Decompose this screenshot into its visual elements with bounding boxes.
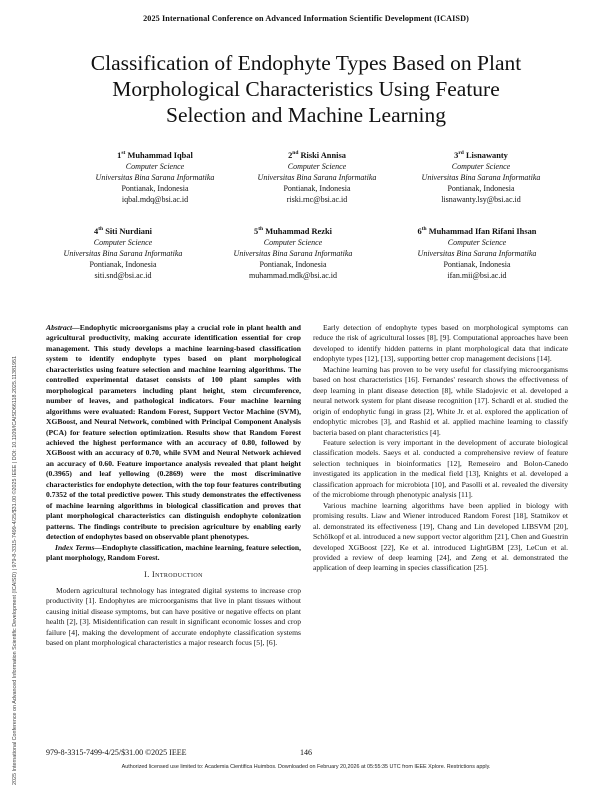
author-name: Muhammad Iqbal [127, 151, 193, 160]
author-city: Pontianak, Indonesia [121, 184, 189, 193]
footer-isbn: 979-8-3315-7499-4/25/$31.00 ©2025 IEEE [46, 748, 187, 757]
title-line: Morphological Characteristics Using Feature [112, 77, 500, 101]
author-dept: Computer Science [263, 238, 323, 247]
index-terms-lead: Index Terms— [55, 542, 103, 552]
right-column [313, 323, 568, 574]
side-doi-text: 2025 International Conference on Advanced Information Scientific Development (ICAISD) | 979-8-3315-7499-4/25/$31.00 ©2025 IEEE | DOI: 10.1109/ICAISD66118.2025.11381951 [12, 355, 18, 785]
author-block: 6th Muhammad Ifan Rifani Ihsan Computer Science Universitas Bina Sarana Informatika Pontianak, Indonesia ifan.mii@bsi.ac.id [382, 226, 572, 281]
author-univ: Universitas Bina Sarana Informatika [95, 173, 215, 182]
index-terms [46, 543, 301, 564]
author-name: Muhammad Ifan Rifani Ihsan [428, 227, 537, 236]
author-univ: Universitas Bina Sarana Informatika [421, 173, 541, 182]
author-dept: Computer Science [93, 238, 153, 247]
author-city: Pontianak, Indonesia [443, 260, 511, 269]
body-paragraph: Modern agricultural technology has integrated digital systems to increase crop productivity [1]. Endophytes are microorganisms that live in plant tissues without causing initial disease symptoms, but can have positive or negative effects on plant health [2], [3]. Misidentification can result in significant economic losses and crop failure [4], making the development of accurate endophyte classification systems based on plant morphological characteristics a major research focus [5], [6]. [46, 585, 301, 648]
author-block: 2nd Riski Annisa Computer Science Universitas Bina Sarana Informatika Pontianak, Indonesia riski.rnc@bsi.ac.id [232, 150, 402, 205]
title-line: Classification of Endophyte Types Based on Plant [90, 51, 522, 75]
author-name: Siti Nurdiani [105, 227, 152, 236]
author-univ: Universitas Bina Sarana Informatika [257, 173, 377, 182]
author-dept: Computer Science [451, 162, 511, 171]
author-email: siti.snd@bsi.ac.id [94, 271, 152, 280]
footer-authorized-use: Authorized licensed use limited to: Academia Cientifica Huimbos. Downloaded on February 20,2026 at 05:55:35 UTC from IEEE Xplore. Restrictions apply. [121, 764, 491, 770]
body-paragraph: Early detection of endophyte types based on morphological symptoms can reduce the risk of agricultural losses [8], [9]. Computational approaches have been developed to identify hidden patterns in plant morphological data that indicate endophyte types [12], [13], supporting better crop management decisions [14]. [313, 323, 568, 364]
author-email: muhammad.mdk@bsi.ac.id [248, 271, 338, 280]
body-paragraph: Feature selection is very important in the development of accurate biological classification models. Saeys et al. conducted a comprehensive review of feature selection techniques in bioinformatics [12], Remeseiro and Bolon-Canedo investigated its application in the medical field [13], Knights et al. developed a classification approach for microbiota [10], and Pasolli et al. revealed the diversity of the microbiome through phenotypic analysis [11]. [313, 437, 568, 500]
author-city: Pontianak, Indonesia [89, 260, 157, 269]
index-terms-text: Endophyte classification, machine learning, feature selection, plant morphology, Random Forest. [46, 542, 302, 562]
abstract-text: Endophytic microorganisms play a crucial role in plant health and agricultural productivity, making accurate identification essential for crop management. This study develops a machine learning-based classification system to identify endophyte types based on plant morphological characteristics using feature selection and machine learning algorithms. The controlled experimental dataset consists of 100 plant samples with morphological parameters including plant height, stem circumference, number of leaves, and pathological indicators. Four machine learning algorithms were evaluated: Random Forest, Support Vector Machine (SVM), XGBoost, and Neural Network, combined with Principal Component Analysis (PCA) for feature selection optimization. Results show that Random Forest achieved the highest performance with an accuracy of 0.80, followed by XGBoost with an accuracy of 0.70, while SVM and Neural Network achieved an accuracy of 0.60. Feature importance analysis revealed that plant height (0.3965) and leaf yellowing (0.2869) were the most discriminative characteristics for endophyte detection, with the top four features contributing 0.7352 of the total predictive power. This study demonstrates the effectiveness of machine learning algorithms in biological classification and proves that plant morphological characteristics can distinguish endophyte colonization patterns. The findings contribute to precision agriculture by enabling early detection of endophytes based on observable plant phenotypes. [46, 323, 301, 542]
title-line: Selection and Machine Learning [166, 103, 446, 127]
author-city: Pontianak, Indonesia [259, 260, 327, 269]
author-block: 4th Siti Nurdiani Computer Science Universitas Bina Sarana Informatika Pontianak, Indonesia siti.snd@bsi.ac.id [38, 226, 208, 281]
left-column [46, 323, 301, 649]
author-name: Lisnawanty [465, 151, 508, 160]
author-name: Muhammad Rezki [265, 227, 332, 236]
author-name: Riski Annisa [300, 151, 346, 160]
author-dept: Computer Science [125, 162, 185, 171]
author-dept: Computer Science [287, 162, 347, 171]
body-paragraph: Various machine learning algorithms have been applied in biology with promising results. Liaw and Wiener introduced Random Forest [18], Statnikov et al. demonstrated its effectiveness [19], Chang and Lin developed LIBSVM [20], Schölkopf et al. introduced a new support vector algorithm [21], Chen and Guestrin developed XGBoost [22], Ke et al. introduced LightGBM [23], LeCun et al. provided a review of deep learning [24], and Zeng et al. demonstrated the application of deep learning in species classification [25]. [313, 500, 568, 573]
conference-header: 2025 International Conference on Advanced Information Scientific Development (ICAISD) [143, 14, 469, 23]
abstract-lead: Abstract— [46, 323, 80, 332]
author-email: ifan.mii@bsi.ac.id [447, 271, 507, 280]
author-univ: Universitas Bina Sarana Informatika [417, 249, 537, 258]
author-block: 5th Muhammad Rezki Computer Science Universitas Bina Sarana Informatika Pontianak, Indonesia muhammad.mdk@bsi.ac.id [208, 226, 378, 281]
author-email: riski.rnc@bsi.ac.id [286, 195, 348, 204]
paper-title [40, 50, 572, 128]
page-number: 146 [300, 748, 312, 757]
author-univ: Universitas Bina Sarana Informatika [63, 249, 183, 258]
author-univ: Universitas Bina Sarana Informatika [233, 249, 353, 258]
author-email: lisnawanty.lsy@bsi.ac.id [441, 195, 521, 204]
author-city: Pontianak, Indonesia [447, 184, 515, 193]
body-paragraph: Machine learning has proven to be very useful for classifying microorganisms based on host characteristics [16]. Fernandes' research shows the effectiveness of deep learning in plant disease detection [8], while Sladojevic et al. developed a neural network system for plant disease recognition [17]. Schardl et al. studied the origin of endophytic fungi in grass [2], White Jr. et al. explored the application of endophytic microbes [3], and Rashid et al. applied machine learning to classify bacteria based on plant characteristics [4]. [313, 364, 568, 437]
author-city: Pontianak, Indonesia [283, 184, 351, 193]
abstract [46, 323, 301, 543]
section-heading: I. Introduction [144, 570, 203, 580]
author-block: 3rd Lisnawanty Computer Science Universitas Bina Sarana Informatika Pontianak, Indonesia lisnawanty.lsy@bsi.ac.id [396, 150, 566, 205]
author-dept: Computer Science [447, 238, 507, 247]
author-email: iqbal.mdq@bsi.ac.id [121, 195, 189, 204]
author-block: 1st Muhammad Iqbal Computer Science Universitas Bina Sarana Informatika Pontianak, Indonesia iqbal.mdq@bsi.ac.id [70, 150, 240, 205]
